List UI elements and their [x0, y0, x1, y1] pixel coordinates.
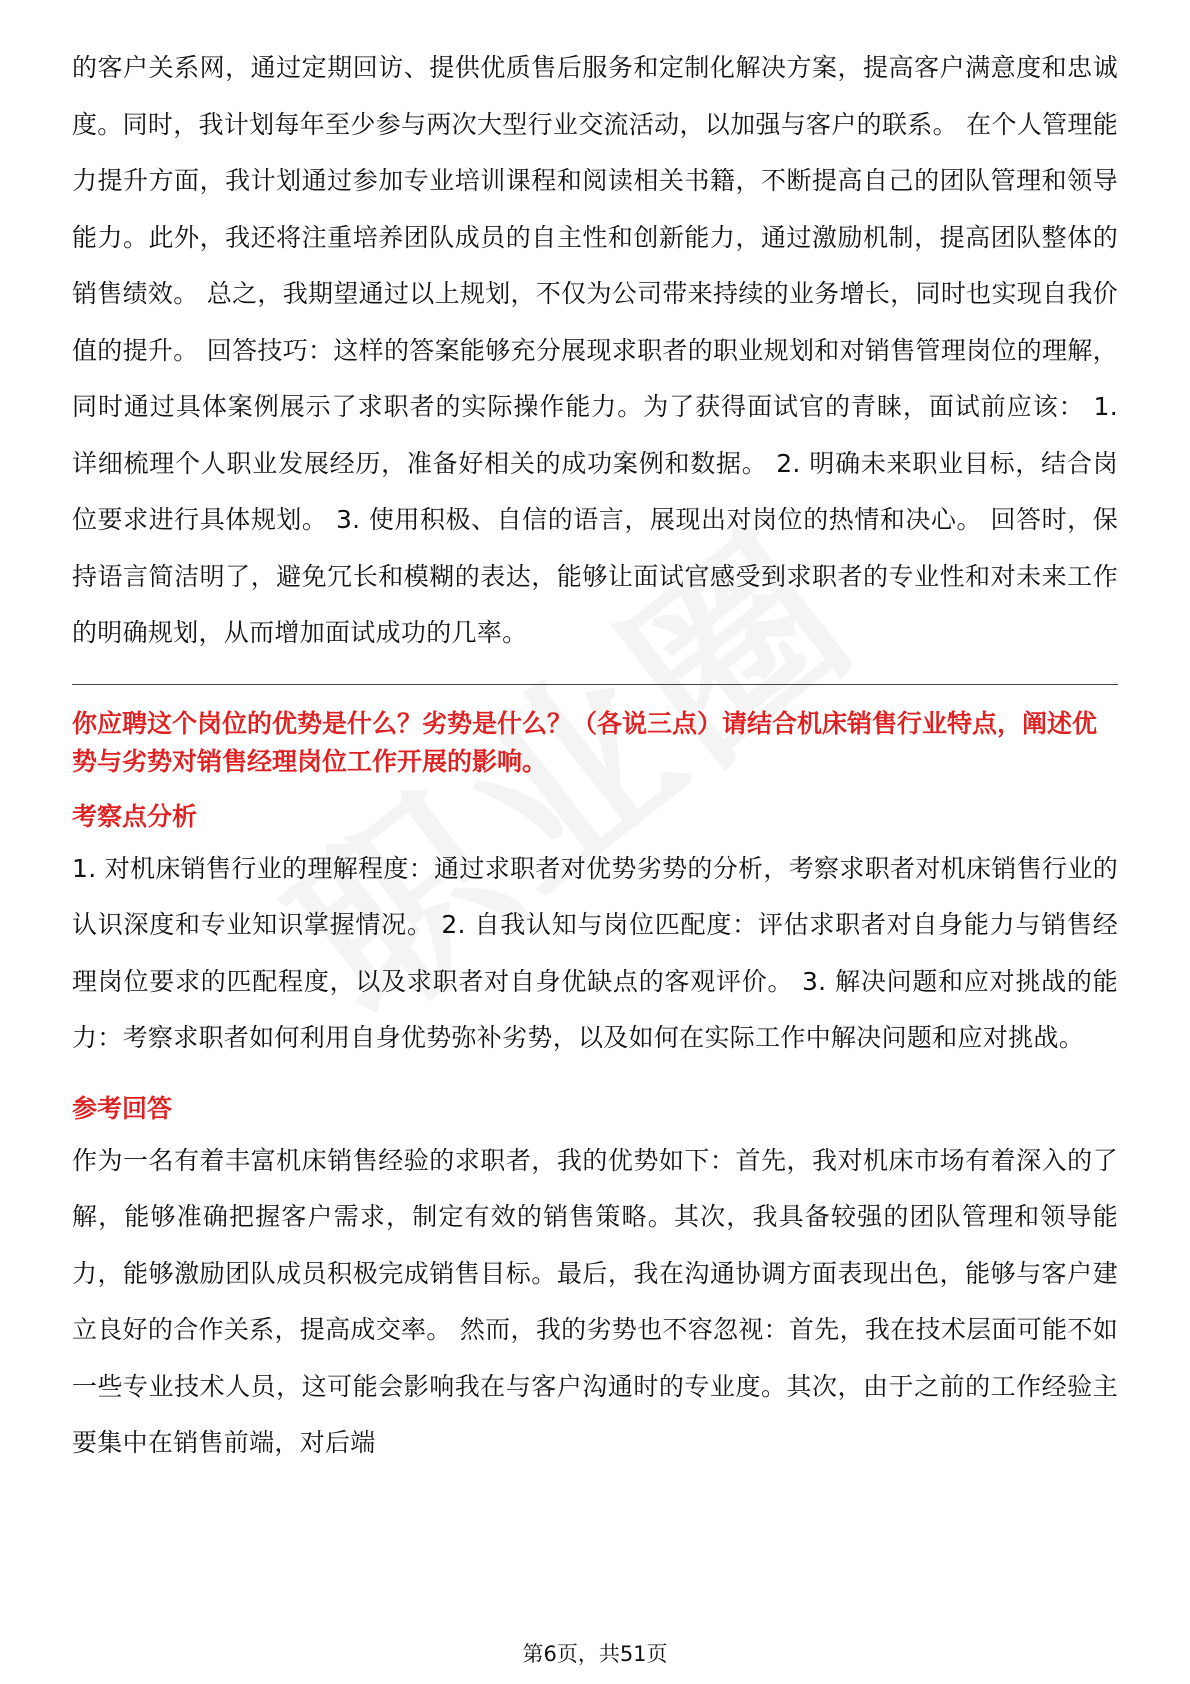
reference-answer-text: 作为一名有着丰富机床销售经验的求职者，我的优势如下：首先，我对机床市场有着深入的了解，能够准确把握客户需求，制定有效的销售策略。其次，我具备较强的团队管理和领导能力，能够激励团队成员积极完成销售目标。最后，我在沟通协调方面表现出色，能够与客户建立良好的合作关系，提高成交率。 然而，我的劣势也不容忽视：首先，我在技术层面可能不如一些专业技术人员，这可能会影响我在与客户沟通时的专业度。其次，由于之前的工作经验主要集中在销售前端，对后端	[72, 1145, 1118, 1457]
question-title: 你应聘这个岗位的优势是什么？劣势是什么？（各说三点）请结合机床销售行业特点，阐述优势与劣势对销售经理岗位工作开展的影响。	[72, 708, 1098, 776]
analysis-heading: 考察点分析	[72, 801, 198, 831]
section-divider	[72, 684, 1118, 685]
analysis-text: 1. 对机床销售行业的理解程度：通过求职者对优势劣势的分析，考察求职者对机床销售行业的认识深度和专业知识掌握情况。 2. 自我认知与岗位匹配度：评估求职者对自身能力与销售经理岗位要求的匹配程度，以及求职者对自身优缺点的客观评价。 3. 解决问题和应对挑战的能力：考察求职者如何利用自身优势弥补劣势，以及如何在实际工作中解决问题和应对挑战。	[72, 853, 1118, 1052]
document-page	[72, 40, 1118, 1472]
page-number-footer: 第6页，共51页	[522, 1642, 668, 1666]
reference-heading: 参考回答	[72, 1093, 173, 1123]
continued-answer-text: 的客户关系网，通过定期回访、提供优质售后服务和定制化解决方案，提高客户满意度和忠诚度。同时，我计划每年至少参与两次大型行业交流活动，以加强与客户的联系。 在个人管理能力提升方面，我计划通过参加专业培训课程和阅读相关书籍，不断提高自己的团队管理和领导能力。此外，我还将注重培养团队成员的自主性和创新能力，通过激励机制，提高团队整体的销售绩效。 总之，我期望通过以上规划，不仅为公司带来持续的业务增长，同时也实现自我价值的提升。 回答技巧：这样的答案能够充分展现求职者的职业规划和对销售管理岗位的理解，同时通过具体案例展示了求职者的实际操作能力。为了获得面试官的青睐，面试前应该： 1. 详细梳理个人职业发展经历，准备好相关的成功案例和数据。 2. 明确未来职业目标，结合岗位要求进行具体规划。 3. 使用积极、自信的语言，展现出对岗位的热情和决心。 回答时，保持语言简洁明了，避免冗长和模糊的表达，能够让面试官感受到求职者的专业性和对未来工作的明确规划，从而增加面试成功的几率。	[72, 53, 1118, 647]
